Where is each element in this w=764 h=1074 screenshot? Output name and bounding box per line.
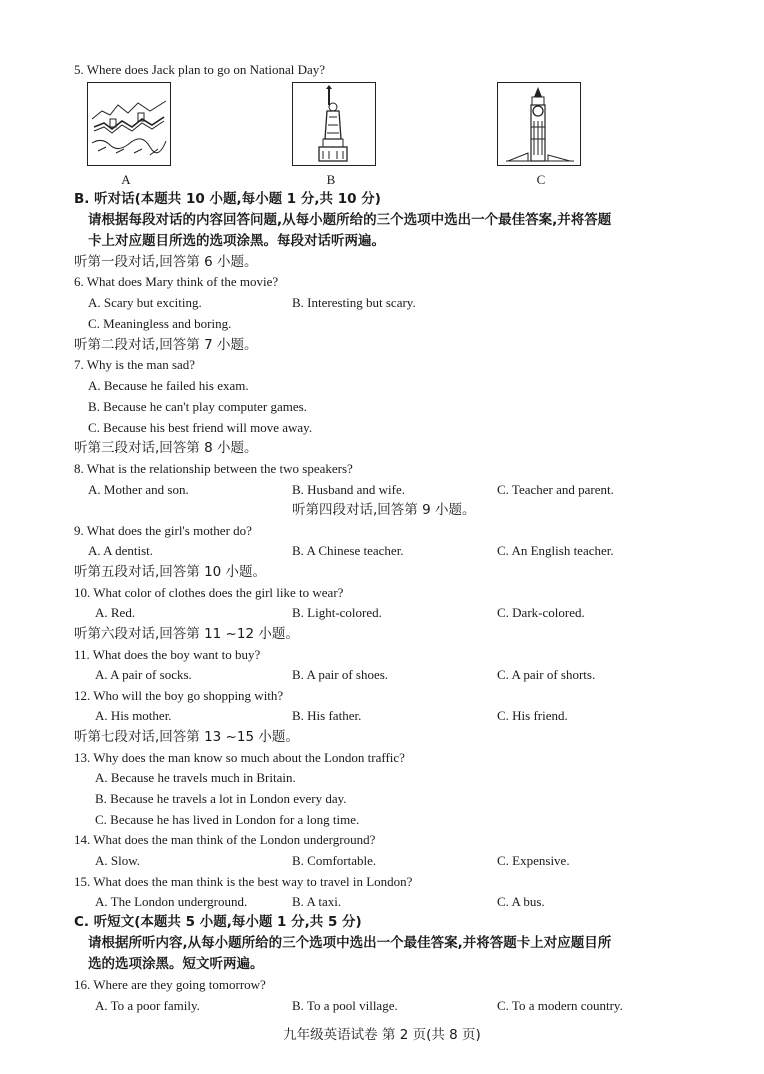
dialogue-4-prompt: 听第四段对话,回答第 9 小题。 bbox=[292, 502, 476, 518]
q12-option-b: B. His father. bbox=[292, 708, 362, 723]
statue-of-liberty-icon bbox=[293, 83, 375, 165]
q9-option-a: A. A dentist. bbox=[88, 543, 154, 558]
picture-b bbox=[292, 82, 376, 166]
page-footer: 九年级英语试卷 第 2 页(共 8 页) bbox=[283, 1027, 481, 1043]
q13-question: 13. Why does the man know so much about the London traffic? bbox=[74, 750, 405, 765]
q9-option-c: C. An English teacher. bbox=[497, 543, 614, 558]
q10-question: 10. What color of clothes does the girl like to wear? bbox=[74, 585, 344, 600]
q6-option-a: A. Scary but exciting. bbox=[88, 295, 202, 310]
q8-option-c: C. Teacher and parent. bbox=[497, 482, 614, 497]
picture-c-label: C bbox=[536, 172, 546, 187]
picture-a bbox=[87, 82, 171, 166]
q9-option-b: B. A Chinese teacher. bbox=[292, 543, 404, 558]
picture-c bbox=[497, 82, 581, 166]
q10-option-b: B. Light-colored. bbox=[292, 605, 382, 620]
q15-question: 15. What does the man think is the best way to travel in London? bbox=[74, 874, 413, 889]
picture-b-label: B bbox=[326, 172, 336, 187]
q11-option-b: B. A pair of shoes. bbox=[292, 667, 389, 682]
q13-option-b: B. Because he travels a lot in London every day. bbox=[95, 791, 347, 806]
section-c-heading: C. 听短文(本题共 5 小题,每小题 1 分,共 5 分) bbox=[74, 914, 362, 930]
q12-question: 12. Who will the boy go shopping with? bbox=[74, 688, 284, 703]
dialogue-7-prompt: 听第七段对话,回答第 13 ~15 小题。 bbox=[74, 729, 299, 745]
q15-option-c: C. A bus. bbox=[497, 894, 545, 909]
q14-option-c: C. Expensive. bbox=[497, 853, 570, 868]
great-wall-icon bbox=[88, 83, 170, 165]
section-c-instruction-1: 请根据所听内容,从每小题所给的三个选项中选出一个最佳答案,并将答题卡上对应题目所 bbox=[88, 935, 612, 951]
q15-option-b: B. A taxi. bbox=[292, 894, 342, 909]
q15-option-a: A. The London underground. bbox=[95, 894, 248, 909]
dialogue-1-prompt: 听第一段对话,回答第 6 小题。 bbox=[74, 254, 258, 270]
q16-option-b: B. To a pool village. bbox=[292, 998, 398, 1013]
q14-question: 14. What does the man think of the London underground? bbox=[74, 832, 376, 847]
q12-option-c: C. His friend. bbox=[497, 708, 568, 723]
q7-option-a: A. Because he failed his exam. bbox=[88, 378, 249, 393]
big-ben-icon bbox=[498, 83, 580, 165]
q7-option-b: B. Because he can't play computer games. bbox=[88, 399, 307, 414]
section-b-heading: B. 听对话(本题共 10 小题,每小题 1 分,共 10 分) bbox=[74, 191, 381, 207]
q6-question: 6. What does Mary think of the movie? bbox=[74, 274, 279, 289]
q16-option-c: C. To a modern country. bbox=[497, 998, 623, 1013]
q6-option-b: B. Interesting but scary. bbox=[292, 295, 416, 310]
q8-question: 8. What is the relationship between the two speakers? bbox=[74, 461, 353, 476]
q8-option-b: B. Husband and wife. bbox=[292, 482, 406, 497]
dialogue-5-prompt: 听第五段对话,回答第 10 小题。 bbox=[74, 564, 267, 580]
q5-question: 5. Where does Jack plan to go on National Day? bbox=[74, 62, 326, 77]
q10-option-a: A. Red. bbox=[95, 605, 136, 620]
q9-question: 9. What does the girl's mother do? bbox=[74, 523, 252, 538]
q16-option-a: A. To a poor family. bbox=[95, 998, 200, 1013]
q13-option-a: A. Because he travels much in Britain. bbox=[95, 770, 296, 785]
dialogue-2-prompt: 听第二段对话,回答第 7 小题。 bbox=[74, 337, 258, 353]
q13-option-c: C. Because he has lived in London for a long time. bbox=[95, 812, 360, 827]
dialogue-6-prompt: 听第六段对话,回答第 11 ~12 小题。 bbox=[74, 626, 299, 642]
section-b-instruction-1: 请根据每段对话的内容回答问题,从每小题所给的三个选项中选出一个最佳答案,并将答题 bbox=[88, 212, 612, 228]
q7-option-c: C. Because his best friend will move away. bbox=[88, 420, 313, 435]
q14-option-b: B. Comfortable. bbox=[292, 853, 377, 868]
q8-option-a: A. Mother and son. bbox=[88, 482, 189, 497]
dialogue-3-prompt: 听第三段对话,回答第 8 小题。 bbox=[74, 440, 258, 456]
q11-option-a: A. A pair of socks. bbox=[95, 667, 192, 682]
picture-a-label: A bbox=[121, 172, 131, 187]
q11-option-c: C. A pair of shorts. bbox=[497, 667, 596, 682]
section-c-instruction-2: 选的选项涂黑。短文听两遍。 bbox=[88, 956, 264, 972]
q12-option-a: A. His mother. bbox=[95, 708, 172, 723]
q7-question: 7. Why is the man sad? bbox=[74, 357, 196, 372]
q11-question: 11. What does the boy want to buy? bbox=[74, 647, 261, 662]
q16-question: 16. Where are they going tomorrow? bbox=[74, 977, 266, 992]
q6-option-c: C. Meaningless and boring. bbox=[88, 316, 232, 331]
q10-option-c: C. Dark-colored. bbox=[497, 605, 585, 620]
q14-option-a: A. Slow. bbox=[95, 853, 141, 868]
section-b-instruction-2: 卡上对应题目所选的选项涂黑。每段对话听两遍。 bbox=[88, 233, 385, 249]
